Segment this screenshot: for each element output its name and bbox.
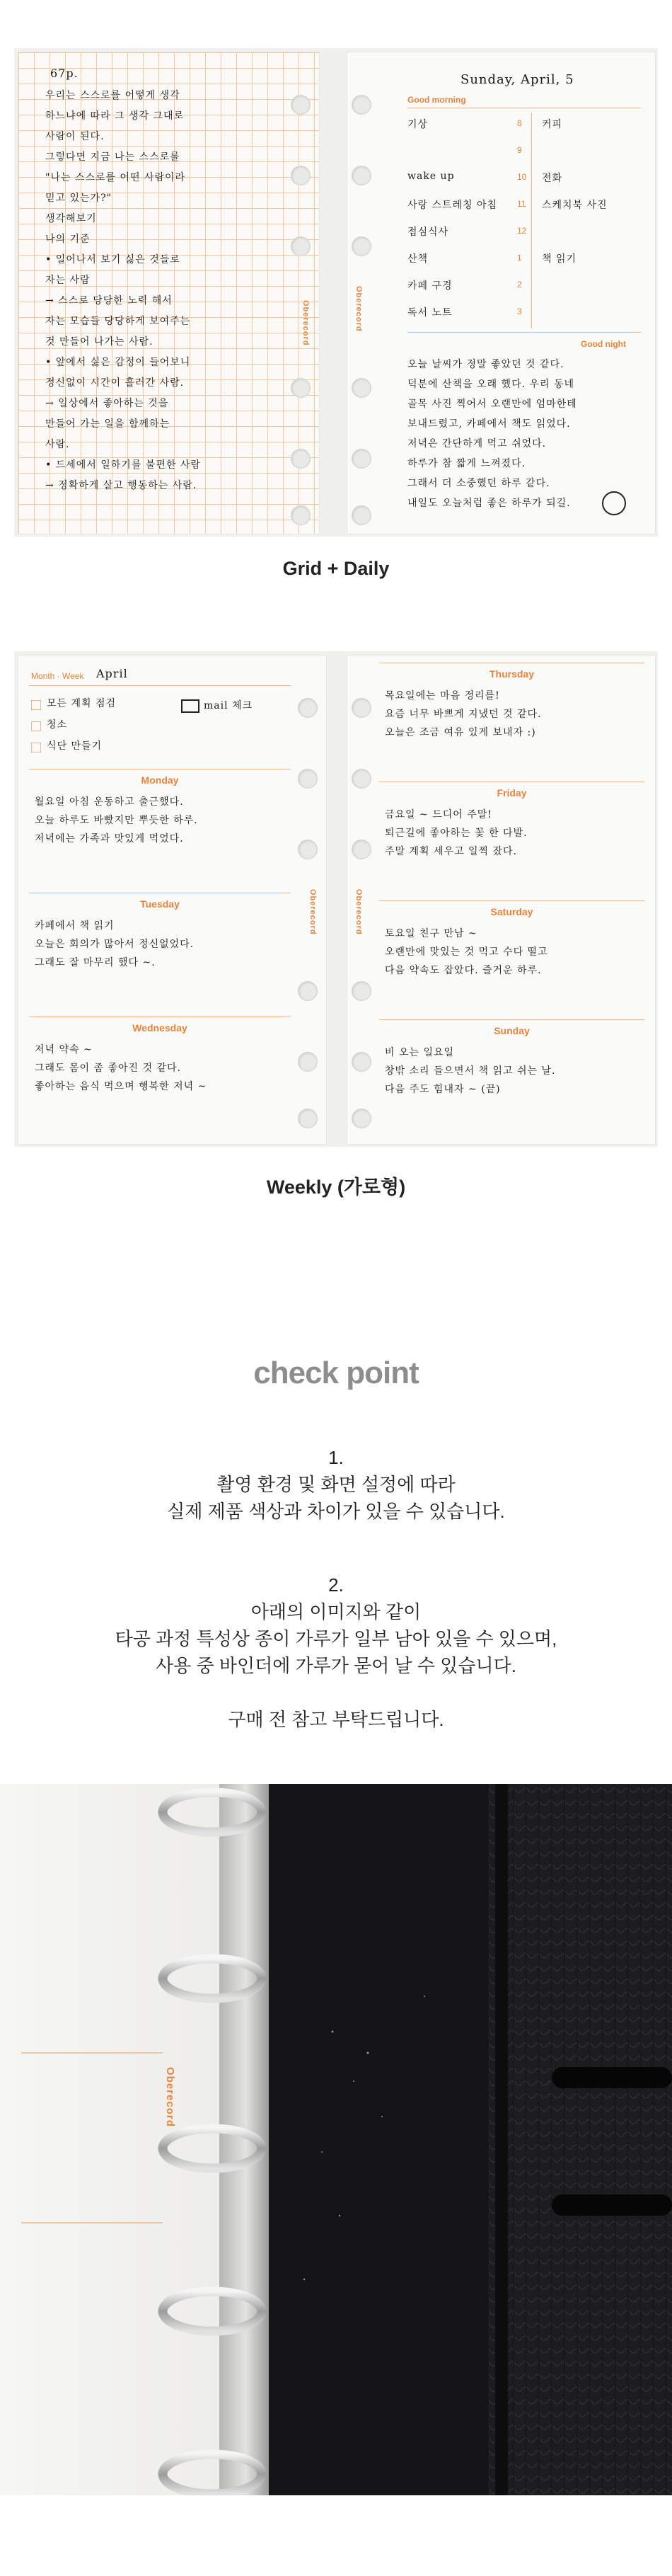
grid-daily-section xyxy=(0,0,672,588)
check-point-title: check point xyxy=(253,1356,419,1390)
grid-text-line: 사람이 된다. xyxy=(45,131,105,142)
binder-hole xyxy=(352,1052,371,1072)
note-line: 촬영 환경 및 화면 설정에 따라 xyxy=(216,1474,456,1495)
grid-text-line: 만들어 가는 일을 함께하는 xyxy=(45,418,170,430)
hour-label: 8 xyxy=(517,118,522,128)
note-line: 구매 전 참고 부탁드립니다. xyxy=(228,1709,444,1730)
smile-doodle-icon xyxy=(602,491,626,515)
journal-line: 오늘 날씨가 정말 좋았던 것 같다. xyxy=(407,359,564,370)
grid-text-line: 하느냐에 따라 그 생각 그대로 xyxy=(45,110,185,122)
page-ref: 67p. xyxy=(50,67,79,80)
brand-logo: Oberecord xyxy=(301,300,310,346)
day-divider xyxy=(379,1019,644,1020)
good-night-label: Good night xyxy=(581,339,626,349)
note-number: 1. xyxy=(328,1447,344,1468)
binder-hole xyxy=(298,769,318,789)
binder-hole xyxy=(352,378,371,398)
schedule-entry-left: 기상 xyxy=(407,119,429,130)
grid-text-line: 우리는 스스로를 어떻게 생각 xyxy=(45,90,180,101)
weekly-caption: Weekly (가로형) xyxy=(266,1177,406,1198)
grid-text-line: → 스스로 당당한 노력 해서 xyxy=(45,295,173,307)
brand-logo: Oberecord xyxy=(308,889,317,935)
daily-page xyxy=(347,52,656,534)
grid-text-line: "나는 스스로를 어떤 사람이라 xyxy=(45,172,186,183)
grid-text-line: 생각해보기 xyxy=(45,213,97,224)
day-entry-line: 퇴근길에 좋아하는 꽃 한 다발. xyxy=(385,828,528,839)
grid-text-line: • 일어나서 보기 싫은 것들로 xyxy=(45,254,180,265)
weekly-right-page xyxy=(347,655,656,1145)
day-entry-line: 그래도 잘 마무리 했다 ~. xyxy=(35,957,156,968)
journal-line: 저녁은 간단하게 먹고 쉬었다. xyxy=(407,438,547,450)
grid-text-line: 것 만들어 나가는 사람. xyxy=(45,336,153,348)
journal-line: 하루가 참 짧게 느껴졌다. xyxy=(407,458,526,469)
day-entry-line: 오늘은 조금 여유 있게 보내자 :) xyxy=(385,727,536,738)
note-number: 2. xyxy=(328,1574,344,1596)
binder-hole xyxy=(291,449,311,469)
brand-logo: Oberecord xyxy=(354,286,363,332)
note-line: 아래의 이미지와 같이 xyxy=(250,1601,422,1622)
day-entry-line: 다음 약속도 잡았다. 즐거운 하루. xyxy=(385,965,542,976)
divider xyxy=(407,332,641,333)
day-entry-line: 오랜만에 맛있는 것 먹고 수다 떨고 xyxy=(385,946,548,958)
schedule-entry-left: 독서 노트 xyxy=(407,307,453,319)
hour-schedule xyxy=(407,113,641,332)
note-line: 실제 제품 색상과 차이가 있을 수 있습니다. xyxy=(167,1501,505,1522)
schedule-entry-left: 점심식사 xyxy=(407,227,449,238)
day-entry-line: 월요일 아침 운동하고 출근했다. xyxy=(35,796,184,808)
schedule-entry-left: wake up xyxy=(407,171,455,182)
grid-text-line: 믿고 있는가?" xyxy=(45,193,112,204)
day-entry-line: 그래도 몸이 좀 좋아진 것 같다. xyxy=(35,1063,181,1074)
journal-line: 보내드렸고, 카페에서 책도 읽었다. xyxy=(407,418,571,430)
binder-hole xyxy=(352,769,371,789)
journal-line: 덕분에 산책을 오래 했다. 우리 동네 xyxy=(407,379,575,390)
month-value: April xyxy=(96,667,128,680)
grid-page xyxy=(18,52,320,534)
binder-hole xyxy=(291,505,311,525)
day-entry-line: 다음 주도 힘내자 ~ (끝) xyxy=(385,1084,501,1095)
daily-date: Sunday, April, 5 xyxy=(460,72,574,87)
good-morning-label: Good morning xyxy=(407,95,466,105)
binder-hole xyxy=(291,95,311,115)
day-entry-line: 토요일 친구 만남 ~ xyxy=(385,928,477,939)
weekly-section xyxy=(0,637,672,1218)
day-label-thursday: Thursday xyxy=(489,668,534,680)
checkbox[interactable] xyxy=(31,721,41,731)
binder-hole xyxy=(298,1109,318,1128)
grid-text-line: → 일상에서 좋아하는 것을 xyxy=(45,398,169,409)
note-line: 타공 과정 특성상 종이 가루가 일부 남아 있을 수 있으며, xyxy=(115,1628,557,1649)
checklist-item: 식단 만들기 xyxy=(47,740,103,752)
grid-text-line: 자는 사람 xyxy=(45,275,91,286)
day-label-monday: Monday xyxy=(141,774,179,786)
brand-logo: Oberecord xyxy=(164,2067,176,2127)
hour-divider xyxy=(531,113,532,328)
day-entry-line: 저녁 약속 ~ xyxy=(35,1044,93,1055)
binder-hole xyxy=(291,236,311,256)
day-label-tuesday: Tuesday xyxy=(140,898,180,910)
grid-text-line: 나의 기준 xyxy=(45,234,91,245)
checkbox[interactable] xyxy=(31,700,41,710)
note-2 xyxy=(0,1572,672,1733)
day-entry-line: 비 오는 일요일 xyxy=(385,1047,455,1058)
month-week-label: Month · Week xyxy=(31,671,84,681)
day-entry-line: 오늘은 회의가 많아서 정신없었다. xyxy=(35,939,195,950)
binder-hole xyxy=(352,698,371,718)
hour-label: 11 xyxy=(517,199,526,209)
grid-text-line: • 드세에서 일하기를 불편한 사람 xyxy=(45,459,201,471)
binder-hole xyxy=(352,236,371,256)
hour-label: 9 xyxy=(517,145,522,155)
binder-hole xyxy=(298,840,318,859)
grid-text-line: • 앞에서 싫은 감정이 들어보니 xyxy=(45,357,191,368)
note-line: 사용 중 바인더에 가루가 묻어 날 수 있습니다. xyxy=(156,1655,516,1676)
journal-line: 골목 사진 찍어서 오랜만에 엄마한테 xyxy=(407,399,577,410)
weekly-photo xyxy=(14,651,658,1147)
day-label-friday: Friday xyxy=(497,787,527,798)
checkbox[interactable] xyxy=(31,743,41,752)
binder-hole xyxy=(298,1052,318,1072)
binder-hole xyxy=(352,95,371,115)
day-entry-line: 목요일에는 마음 정리를! xyxy=(385,690,500,702)
grid-daily-photo xyxy=(14,48,658,537)
day-label-sunday: Sunday xyxy=(494,1025,530,1036)
day-entry-line: 좋아하는 음식 먹으며 행복한 저녁 ~ xyxy=(35,1081,207,1092)
binder-hole xyxy=(352,981,371,1001)
mail-icon xyxy=(181,699,199,713)
day-entry-line: 오늘 하루도 바빴지만 뿌듯한 하루. xyxy=(35,815,198,826)
schedule-entry-left: 사랑 스트레칭 아침 xyxy=(407,200,498,211)
schedule-entry-right: 커피 xyxy=(542,119,563,130)
schedule-entry-right: 책 읽기 xyxy=(542,253,577,265)
binder-hole xyxy=(352,166,371,185)
schedule-entry-left: 산책 xyxy=(407,253,429,265)
day-entry-line: 저녁에는 가족과 맛있게 먹었다. xyxy=(35,833,184,845)
note-1 xyxy=(0,1444,672,1525)
day-entry-line: 금요일 ~ 드디어 주말! xyxy=(385,809,492,820)
day-entry-line: 요즘 너무 바쁘게 지냈던 것 같다. xyxy=(385,709,542,720)
hour-label: 10 xyxy=(517,172,527,182)
hour-label: 3 xyxy=(517,307,522,316)
checklist-item: 청소 xyxy=(47,719,68,731)
grid-daily-caption: Grid + Daily xyxy=(282,558,390,579)
day-entry-line: 카페에서 책 읽기 xyxy=(35,920,115,932)
grid-text-line: 그렇다면 지금 나는 스스로를 xyxy=(45,151,180,163)
binder-illustration xyxy=(0,1784,672,2495)
hour-label: 1 xyxy=(517,253,522,263)
binder-hole xyxy=(291,166,311,185)
binder-hole xyxy=(352,505,371,525)
grid-text-line: 정신없이 시간이 흘러간 사람. xyxy=(45,377,185,389)
binder-hole xyxy=(352,840,371,859)
weekly-left-days xyxy=(29,769,291,1137)
hour-label: 12 xyxy=(517,226,527,236)
checklist-item: 모든 계획 점검 xyxy=(47,698,117,709)
schedule-entry-right: 전화 xyxy=(542,173,563,184)
schedule-entry-left: 카페 구경 xyxy=(407,280,453,292)
binder-closeup-photo xyxy=(0,1784,672,2495)
schedule-entry-right: 스케치북 사진 xyxy=(542,200,608,211)
day-label-saturday: Saturday xyxy=(490,906,533,917)
brand-logo: Oberecord xyxy=(354,889,363,935)
grid-text-line: 사람. xyxy=(45,439,70,450)
grid-text-line: → 정확하게 살고 행동하는 사람. xyxy=(45,480,197,491)
day-divider xyxy=(379,900,644,901)
binder-hole xyxy=(352,1109,371,1128)
hour-label: 2 xyxy=(517,280,522,290)
day-label-wednesday: Wednesday xyxy=(132,1022,187,1034)
grid-text-line: 자는 모습들 당당하게 보여주는 xyxy=(45,316,191,327)
weekly-right-days xyxy=(379,663,644,1137)
mail-item: mail 체크 xyxy=(204,700,253,711)
day-entry-line: 창밖 소리 들으면서 책 읽고 쉬는 날. xyxy=(385,1065,556,1077)
journal-line: 그래서 더 소중했던 하루 같다. xyxy=(407,478,550,489)
journal-line: 내일도 오늘처럼 좋은 하루가 되길. xyxy=(407,498,571,509)
binder-hole xyxy=(291,378,311,398)
weekly-left-page xyxy=(18,655,327,1145)
binder-hole xyxy=(352,449,371,469)
binder-hole xyxy=(298,981,318,1001)
binder-hole xyxy=(298,698,318,718)
divider xyxy=(29,685,291,686)
day-entry-line: 주말 계획 세우고 일찍 잤다. xyxy=(385,846,518,857)
